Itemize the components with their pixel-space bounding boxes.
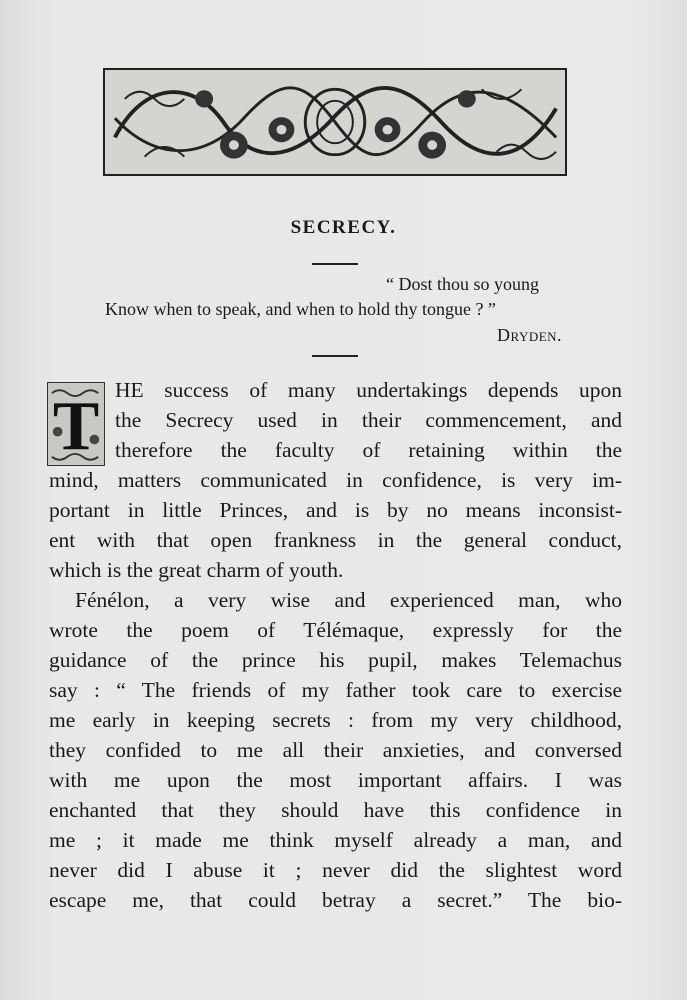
body-line: mind, matters communicated in confidence, is very im-: [49, 468, 622, 492]
body-line: me ; it made me think myself already a man, and: [49, 828, 622, 852]
body-line: enchanted that they should have this confidence in: [49, 798, 622, 822]
body-line: the Secrecy used in their commencement, and: [115, 408, 622, 432]
title-rule: [312, 263, 358, 265]
body-line: which is the great charm of youth.: [49, 558, 344, 582]
body-line: therefore the faculty of retaining within the: [115, 438, 622, 462]
chapter-title: SECRECY.: [290, 217, 397, 238]
body-line: guidance of the prince his pupil, makes Telemachus: [49, 648, 622, 672]
body-line: escape me, that could betray a secret.” The bio-: [49, 888, 622, 912]
epigraph-rule: [312, 355, 358, 357]
body-line: never did I abuse it ; never did the slightest word: [49, 858, 622, 882]
body-line: they confided to me all their anxieties, and conversed: [49, 738, 622, 762]
ornamental-headpiece: [103, 68, 567, 176]
body-line: portant in little Princes, and is by no means inconsist-: [49, 498, 622, 522]
body-line: wrote the poem of Télémaque, expressly for the: [49, 618, 622, 642]
epigraph-line-1: “ Dost thou so young: [386, 274, 539, 294]
epigraph-attribution: Dryden.: [497, 325, 563, 345]
dropcap-letter: T: [52, 388, 100, 465]
epigraph-line-2: Know when to speak, and when to hold thy tongue ? ”: [105, 299, 496, 319]
body-line: say : “ The friends of my father took care to exercise: [49, 678, 622, 702]
body-line: me early in keeping secrets : from my very childhood,: [49, 708, 622, 732]
decorated-dropcap: [47, 382, 105, 466]
body-line: ent with that open frankness in the general conduct,: [49, 528, 622, 552]
body-line: Fénélon, a very wise and experienced man, who: [75, 588, 622, 612]
body-line: with me upon the most important affairs. I was: [49, 768, 622, 792]
body-line: HE success of many undertakings depends upon: [115, 378, 622, 402]
